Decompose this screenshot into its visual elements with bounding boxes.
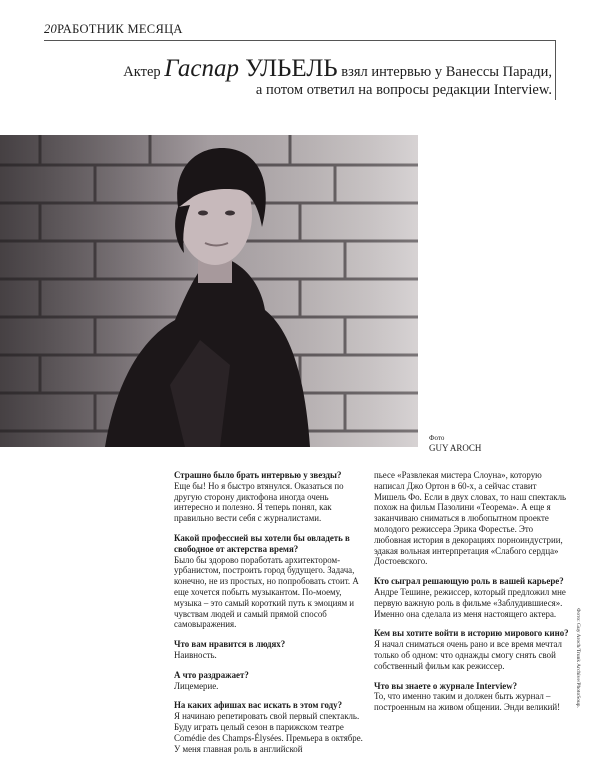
page-number: 20 <box>44 22 58 36</box>
answer: Лицемерие. <box>174 680 219 691</box>
answer: Я начинаю репетировать свой первый спектакль. Буду играть целый сезон в парижском театре Comédie des Champs-Élysées. Премьера в октябре. У меня главная роль в английской <box>174 711 363 754</box>
answer: Еще бы! Но я быстро втянулся. Оказаться по другую сторону диктофона иногда очень интересно и полезно. Я теперь понял, как правильно вести себя с журналистами. <box>174 480 344 524</box>
answer: То, что именно таким и должен быть журнал – построенным на живом общении. Энди великий! <box>374 691 561 713</box>
question: Страшно было брать интервью у звезды? <box>174 470 342 480</box>
question: На каких афишах вас искать в этом году? <box>174 700 343 711</box>
photo-credit <box>429 433 481 453</box>
photo-credit-name: GUY AROCH <box>429 443 482 453</box>
side-rule <box>555 40 556 100</box>
qa-block <box>174 670 369 692</box>
answer-continued: пьесе «Развлекая мистера Слоуна», которую написал Джо Ортон в 60-х, а сейчас ставит Мишель Фо. Если в двух словах, то наш спектакль похож на фильм Пазолини «Теорема». А еще я заканчиваю сниматься в любопытном проекте молодого режиссера Эрика Форестье. Это любовная история в декорациях порноиндустрии, эдакая вольная интерпретация «Слабого сердца» Достоевского. <box>374 470 567 567</box>
answer: Было бы здорово поработать архитектором-урбанистом, построить город будущего. Задача, конечно, не из простых, но попробовать стоит. А еще хочется побыть музыкантом. По-моему, музыка – это самый короткий путь к эмоциям и чувствам людей и самый прямой способ самовыражения. <box>174 554 359 630</box>
answer: Наивность. <box>174 649 217 660</box>
qa-block <box>174 700 369 754</box>
lede-prefix: Актер <box>123 64 165 80</box>
page-header <box>44 22 183 37</box>
qa-block <box>374 628 569 671</box>
lede-name-first: Гаспар <box>164 55 239 82</box>
photo-credit-label: Фото <box>429 434 445 442</box>
portrait-photo <box>0 135 418 447</box>
section-title: РАБОТНИК МЕСЯЦА <box>57 22 183 36</box>
interview-column-left <box>174 470 369 763</box>
answer: Андре Тешине, режиссер, который предложил мне первую важную роль в фильме «Заблудившиеся». Именно она сделала из меня настоящего актера. <box>374 586 566 619</box>
qa-block <box>374 681 569 713</box>
question: Какой профессией вы хотели бы овладеть в свободное от актерства время? <box>174 532 350 554</box>
vertical-photo-credit: Фото: Guy Aroch/Trunk Archive/PhotoSoup. <box>575 608 581 708</box>
qa-block <box>374 470 569 567</box>
qa-block <box>174 470 369 524</box>
question: Что вам нравится в людях? <box>174 639 286 650</box>
portrait-illustration <box>0 135 418 447</box>
question: А что раздражает? <box>174 669 249 680</box>
qa-block <box>374 576 569 619</box>
interview-column-right <box>374 470 569 722</box>
lede-line2: а потом ответил на вопросы редакции Interview. <box>255 82 552 98</box>
answer: Я начал сниматься очень рано и все время мечтал только об одном: что однажды смогу снять свой собственный фильм как режиссер. <box>374 639 562 671</box>
question: Кем вы хотите войти в историю мирового кино? <box>374 628 569 639</box>
lede-name-last: УЛЬЕЛЬ <box>238 55 338 82</box>
header-rule <box>44 40 556 41</box>
lede <box>38 55 552 99</box>
lede-line1-rest: взял интервью у Ванессы Паради, <box>337 64 552 80</box>
qa-block <box>174 533 369 630</box>
question: Что вы знаете о журнале Interview? <box>374 680 518 691</box>
qa-block <box>174 639 369 661</box>
question: Кто сыграл решающую роль в вашей карьере? <box>374 576 564 587</box>
